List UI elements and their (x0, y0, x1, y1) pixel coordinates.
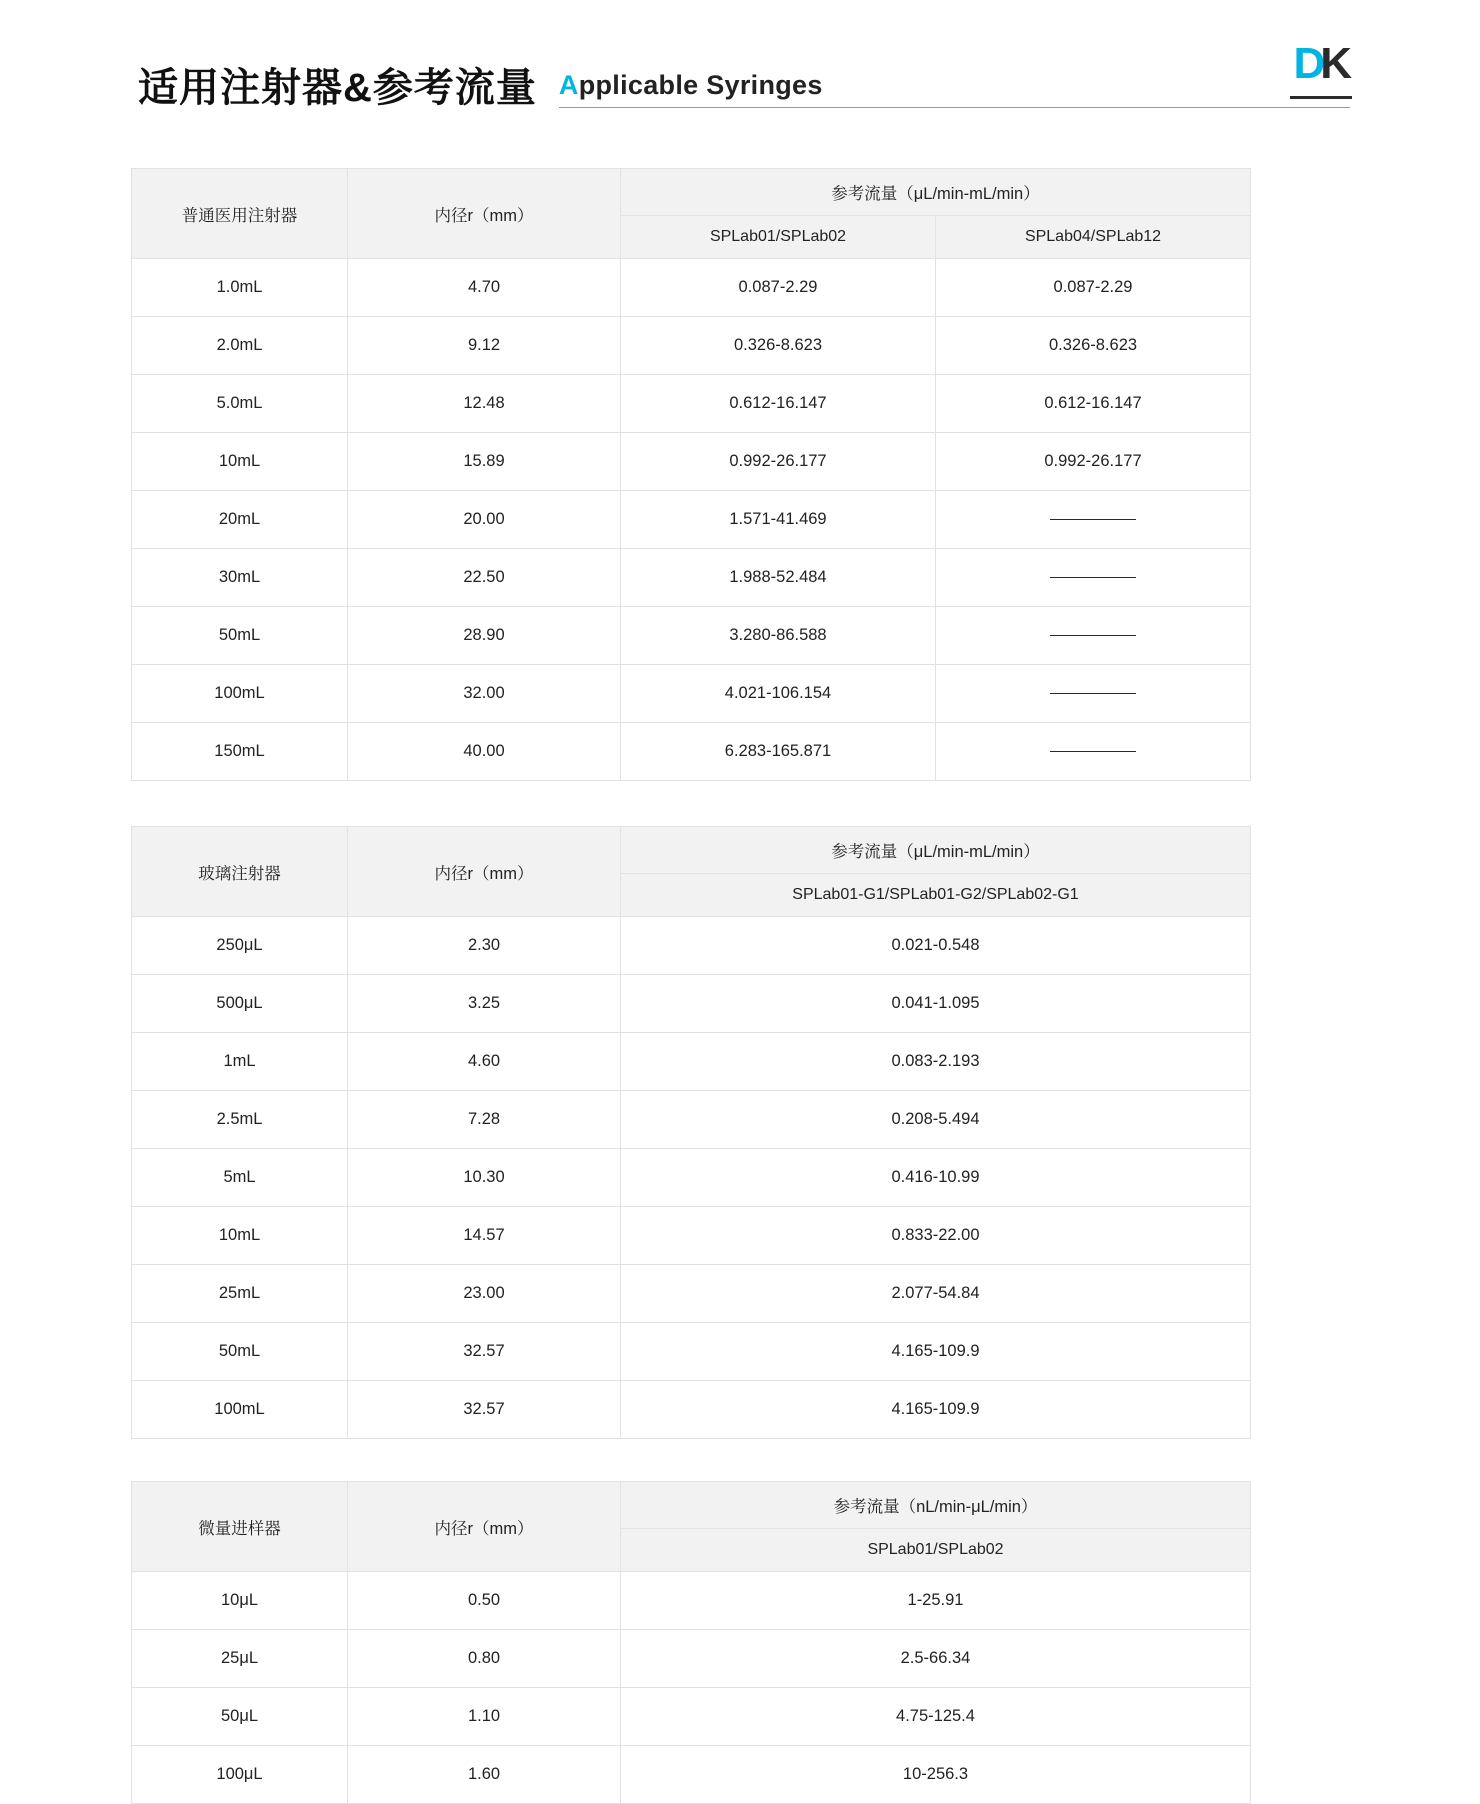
cell-flow-1: 6.283-165.871 (621, 723, 936, 781)
cell-diameter: 32.57 (348, 1381, 621, 1439)
page-header (0, 0, 1480, 112)
column-header-diameter: 内径r（mm） (348, 827, 621, 917)
cell-size: 250μL (132, 917, 348, 975)
column-header-syringe: 微量进样器 (132, 1482, 348, 1572)
empty-dash (1050, 693, 1136, 694)
cell-flow-1: 1.988-52.484 (621, 549, 936, 607)
cell-flow-2-empty (936, 723, 1251, 781)
cell-diameter: 23.00 (348, 1265, 621, 1323)
table-row (132, 1033, 1251, 1091)
cell-size: 1.0mL (132, 259, 348, 317)
empty-dash (1050, 577, 1136, 578)
page-title-en (559, 70, 823, 101)
cell-flow-1: 10-256.3 (621, 1746, 1251, 1804)
table-row (132, 665, 1251, 723)
table-row (132, 1688, 1251, 1746)
table-row (132, 317, 1251, 375)
table-header-row (132, 169, 1251, 216)
cell-diameter: 32.57 (348, 1323, 621, 1381)
column-header-diameter: 内径r（mm） (348, 169, 621, 259)
cell-flow-2: 0.087-2.29 (936, 259, 1251, 317)
cell-diameter: 15.89 (348, 433, 621, 491)
spacer-top (0, 112, 1480, 168)
cell-flow-1: 0.041-1.095 (621, 975, 1251, 1033)
cell-flow-2: 0.326-8.623 (936, 317, 1251, 375)
cell-diameter: 22.50 (348, 549, 621, 607)
cell-flow-2-empty (936, 665, 1251, 723)
cell-diameter: 0.50 (348, 1572, 621, 1630)
cell-flow-1: 4.75-125.4 (621, 1688, 1251, 1746)
table-row (132, 491, 1251, 549)
table-row (132, 917, 1251, 975)
cell-diameter: 40.00 (348, 723, 621, 781)
cell-size: 1mL (132, 1033, 348, 1091)
table-row (132, 1091, 1251, 1149)
cell-diameter: 12.48 (348, 375, 621, 433)
cell-flow-1: 4.165-109.9 (621, 1323, 1251, 1381)
cell-diameter: 20.00 (348, 491, 621, 549)
logo-letter-k: K (1320, 39, 1352, 88)
column-header-flow-group: 参考流量（μL/min-mL/min） (621, 169, 1251, 216)
column-header-flow-group: 参考流量（nL/min-μL/min） (621, 1482, 1251, 1529)
cell-diameter: 28.90 (348, 607, 621, 665)
page-title-cn: 适用注射器&参考流量 (138, 66, 537, 110)
cell-flow-1: 0.612-16.147 (621, 375, 936, 433)
logo-underline (1290, 96, 1352, 99)
cell-flow-1: 0.833-22.00 (621, 1207, 1251, 1265)
cell-flow-2-empty (936, 549, 1251, 607)
cell-flow-1: 0.326-8.623 (621, 317, 936, 375)
column-header-syringe: 普通医用注射器 (132, 169, 348, 259)
table-header-row (132, 1482, 1251, 1529)
cell-flow-2-empty (936, 607, 1251, 665)
column-header-diameter: 内径r（mm） (348, 1482, 621, 1572)
cell-size: 10mL (132, 1207, 348, 1265)
cell-size: 20mL (132, 491, 348, 549)
column-header-syringe: 玻璃注射器 (132, 827, 348, 917)
cell-flow-1: 3.280-86.588 (621, 607, 936, 665)
table-row (132, 1630, 1251, 1688)
cell-flow-1: 1.571-41.469 (621, 491, 936, 549)
cell-flow-2-empty (936, 491, 1251, 549)
cell-flow-1: 0.087-2.29 (621, 259, 936, 317)
title-en-initial: A (558, 70, 579, 100)
cell-size: 10mL (132, 433, 348, 491)
cell-flow-1: 0.992-26.177 (621, 433, 936, 491)
cell-flow-1: 2.077-54.84 (621, 1265, 1251, 1323)
cell-size: 5.0mL (132, 375, 348, 433)
cell-flow-2: 0.992-26.177 (936, 433, 1251, 491)
cell-diameter: 1.60 (348, 1746, 621, 1804)
column-subheader-model-1: SPLab01/SPLab02 (621, 216, 936, 259)
cell-flow-1: 0.021-0.548 (621, 917, 1251, 975)
table-row (132, 259, 1251, 317)
cell-flow-1: 0.083-2.193 (621, 1033, 1251, 1091)
title-en-rest: pplicable Syringes (578, 70, 823, 100)
column-subheader-model-2: SPLab04/SPLab12 (936, 216, 1251, 259)
cell-diameter: 0.80 (348, 1630, 621, 1688)
spacer-between-tables-1 (0, 781, 1480, 826)
table-row (132, 1265, 1251, 1323)
cell-size: 10μL (132, 1572, 348, 1630)
cell-size: 150mL (132, 723, 348, 781)
cell-flow-1: 2.5-66.34 (621, 1630, 1251, 1688)
cell-flow-1: 1-25.91 (621, 1572, 1251, 1630)
cell-size: 25μL (132, 1630, 348, 1688)
column-header-flow-group: 参考流量（μL/min-mL/min） (621, 827, 1251, 874)
column-subheader-model-1: SPLab01-G1/SPLab01-G2/SPLab02-G1 (621, 874, 1251, 917)
table-block-glass-syringe (131, 826, 1350, 1439)
cell-size: 5mL (132, 1149, 348, 1207)
micro-syringe-table (131, 1481, 1251, 1804)
cell-diameter: 3.25 (348, 975, 621, 1033)
cell-flow-1: 0.416-10.99 (621, 1149, 1251, 1207)
title-underline (559, 70, 1350, 108)
table-block-standard-syringe (131, 168, 1350, 781)
empty-dash (1050, 519, 1136, 520)
table-header-row (132, 827, 1251, 874)
table-row (132, 375, 1251, 433)
cell-diameter: 4.70 (348, 259, 621, 317)
table-row (132, 607, 1251, 665)
cell-diameter: 2.30 (348, 917, 621, 975)
brand-logo (1293, 39, 1352, 88)
cell-size: 2.0mL (132, 317, 348, 375)
cell-size: 100mL (132, 1381, 348, 1439)
cell-size: 25mL (132, 1265, 348, 1323)
column-subheader-model-1: SPLab01/SPLab02 (621, 1529, 1251, 1572)
cell-size: 100μL (132, 1746, 348, 1804)
table-row (132, 975, 1251, 1033)
cell-diameter: 1.10 (348, 1688, 621, 1746)
cell-flow-2: 0.612-16.147 (936, 375, 1251, 433)
cell-size: 50mL (132, 1323, 348, 1381)
cell-flow-1: 0.208-5.494 (621, 1091, 1251, 1149)
table-row (132, 1149, 1251, 1207)
table-row (132, 1381, 1251, 1439)
cell-diameter: 14.57 (348, 1207, 621, 1265)
table-row (132, 433, 1251, 491)
empty-dash (1050, 751, 1136, 752)
cell-flow-1: 4.021-106.154 (621, 665, 936, 723)
cell-diameter: 32.00 (348, 665, 621, 723)
spacer-between-tables-2 (0, 1439, 1480, 1481)
cell-size: 500μL (132, 975, 348, 1033)
cell-size: 2.5mL (132, 1091, 348, 1149)
cell-size: 50mL (132, 607, 348, 665)
standard-syringe-table (131, 168, 1251, 781)
logo-letter-d: D (1293, 39, 1325, 88)
table-row (132, 1746, 1251, 1804)
cell-diameter: 7.28 (348, 1091, 621, 1149)
table-block-micro-syringe (131, 1481, 1350, 1804)
table-row (132, 1572, 1251, 1630)
cell-size: 50μL (132, 1688, 348, 1746)
cell-size: 100mL (132, 665, 348, 723)
glass-syringe-table (131, 826, 1251, 1439)
cell-diameter: 9.12 (348, 317, 621, 375)
cell-size: 30mL (132, 549, 348, 607)
cell-diameter: 4.60 (348, 1033, 621, 1091)
cell-diameter: 10.30 (348, 1149, 621, 1207)
table-row (132, 1323, 1251, 1381)
table-row (132, 723, 1251, 781)
empty-dash (1050, 635, 1136, 636)
table-row (132, 549, 1251, 607)
cell-flow-1: 4.165-109.9 (621, 1381, 1251, 1439)
table-row (132, 1207, 1251, 1265)
